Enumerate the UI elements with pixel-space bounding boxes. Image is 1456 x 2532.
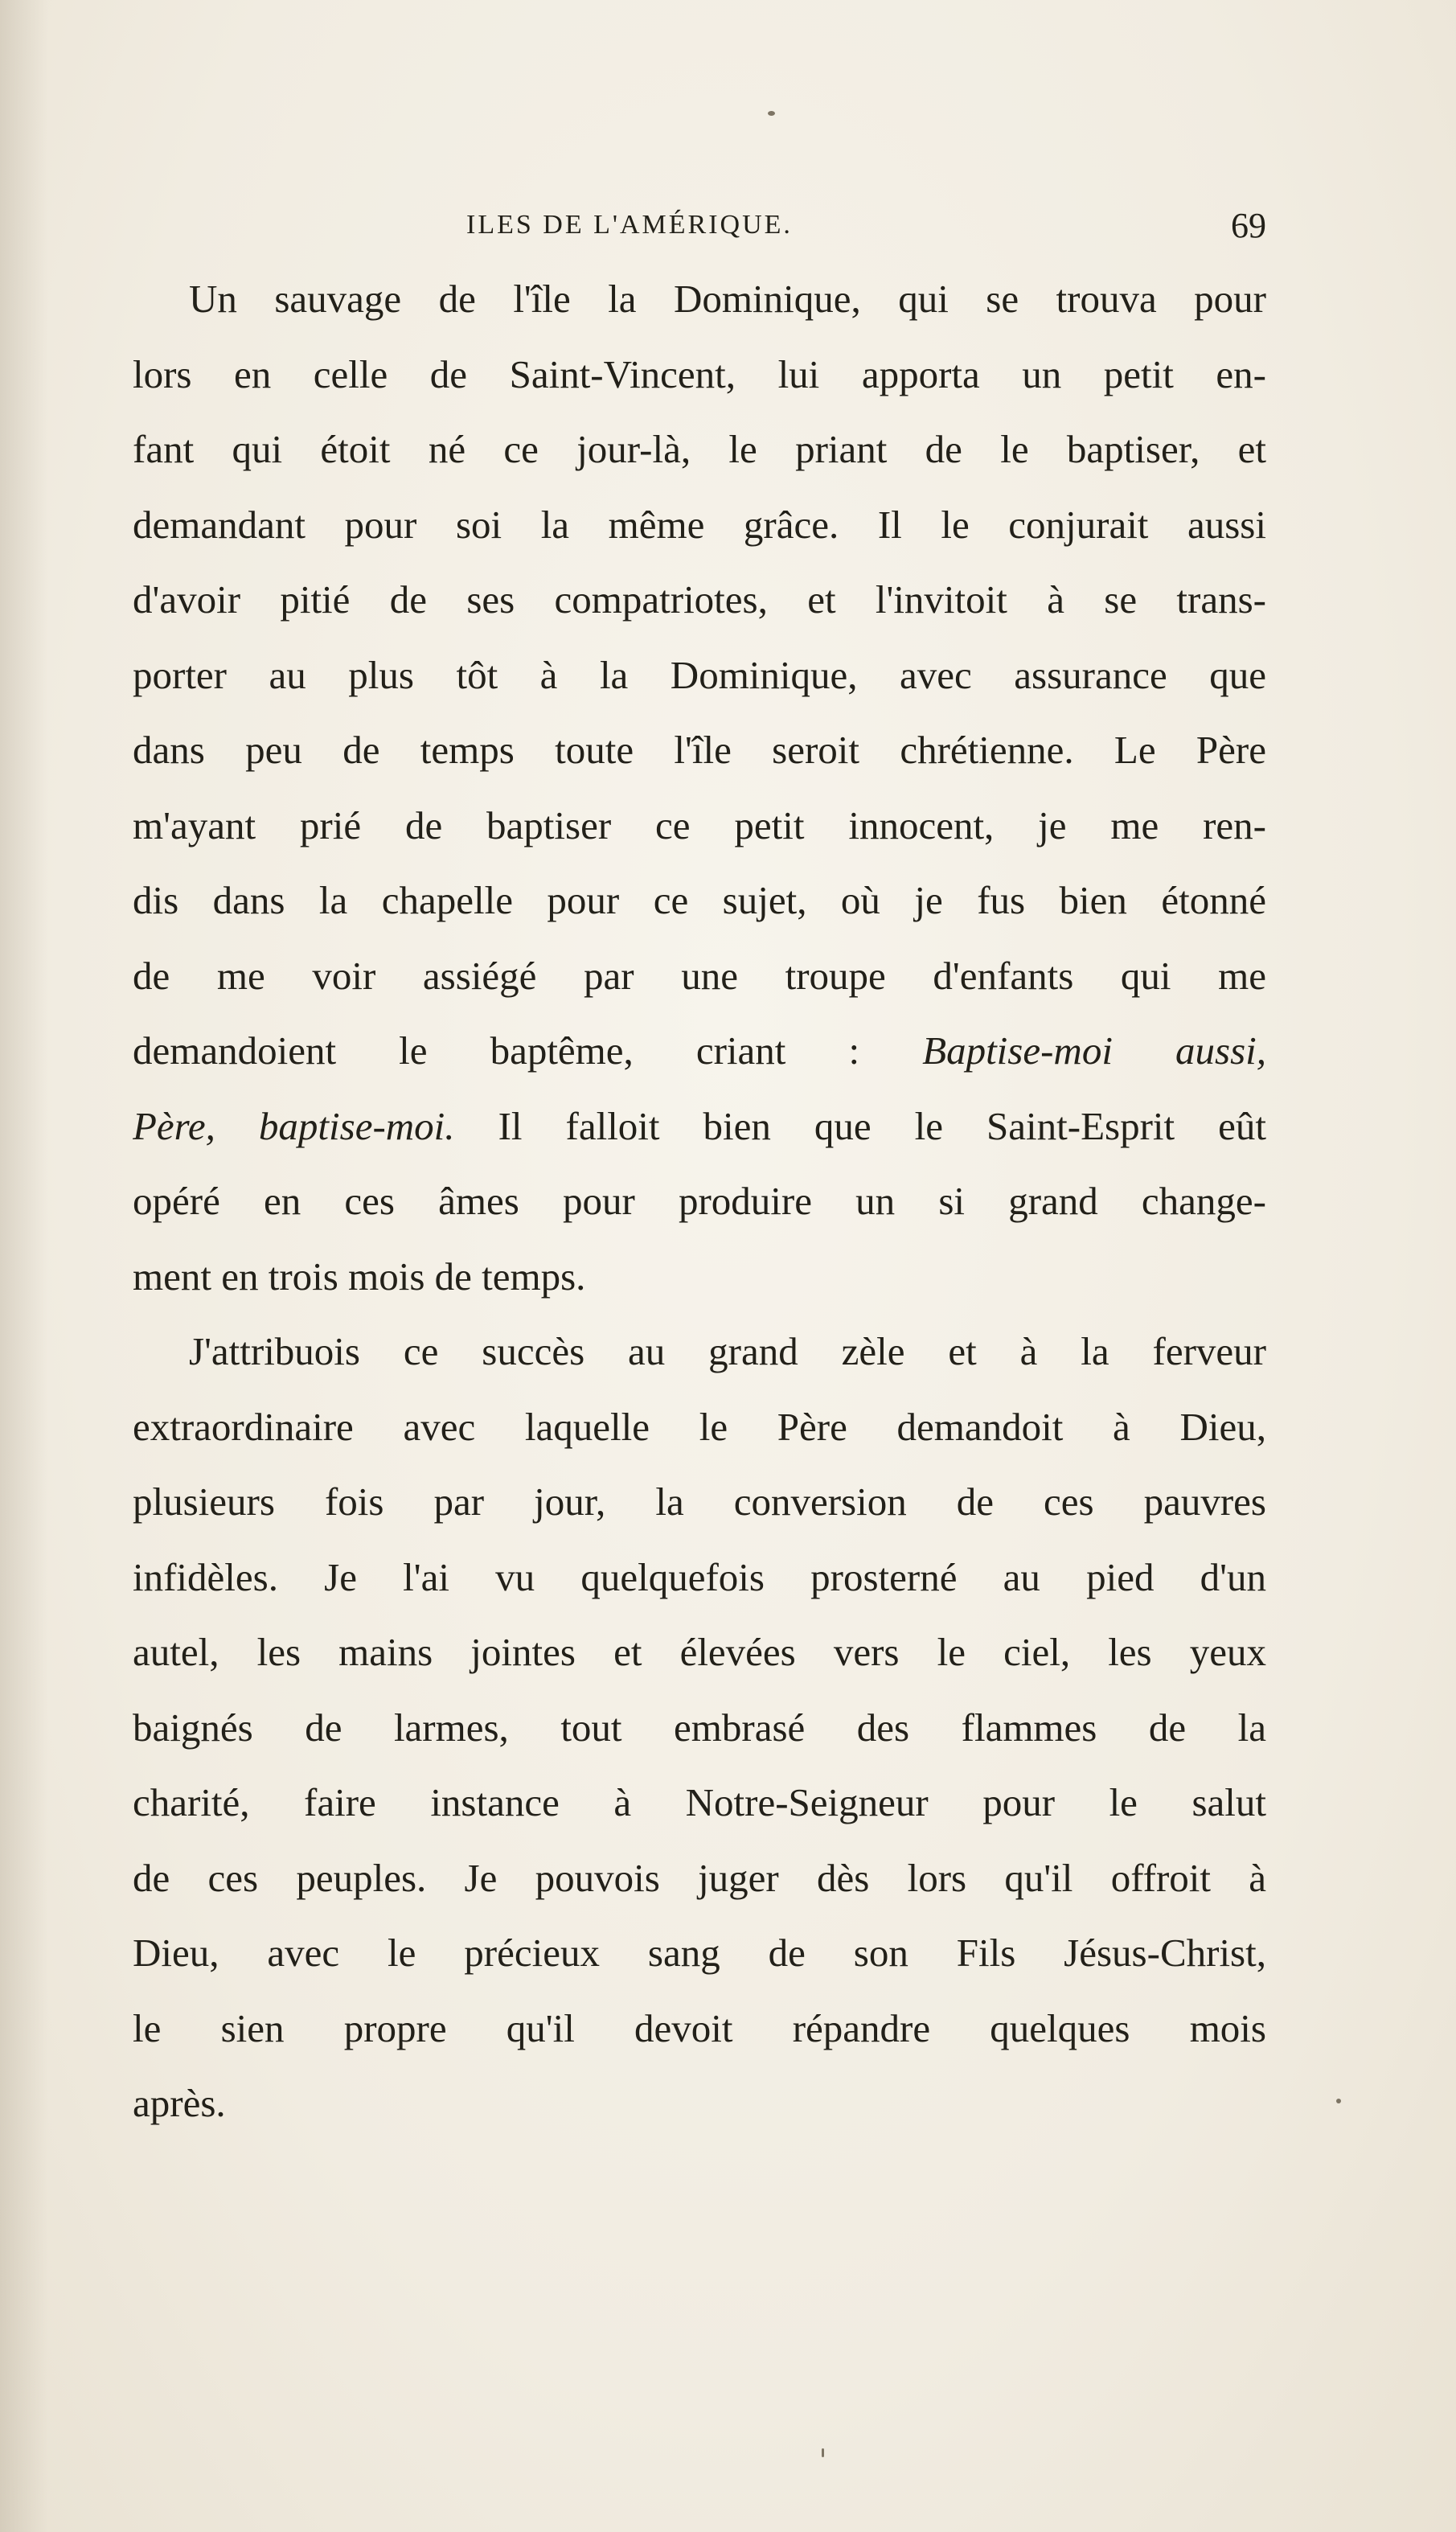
text-line: [133, 1013, 1266, 1089]
text-line: dis dans la chapelle pour ce sujet, où je fus bien étonné: [133, 878, 1266, 922]
italic-quote: Baptise-moi aussi,: [922, 1028, 1266, 1073]
text-line: lors en celle de Saint-Vincent, lui apporta un petit en-: [133, 351, 1266, 396]
running-head: [133, 205, 1266, 253]
text-line: de ces peuples. Je pouvois juger dès lors qu'il offroit à: [133, 1855, 1266, 1900]
text-line: baignés de larmes, tout embrasé des flammes de la: [133, 1705, 1266, 1750]
running-title: ILES DE L'AMÉRIQUE.: [466, 210, 793, 240]
text-line: dans peu de temps toute l'île seroit chrétienne. Le Père: [133, 728, 1266, 772]
text-line: Un sauvage de l'île la Dominique, qui se trouva pour: [189, 277, 1266, 321]
gutter-shadow: [0, 0, 48, 2532]
text-run: demandoient le baptême, criant :: [133, 1028, 923, 1073]
body-text: [133, 261, 1266, 2141]
text-run: Il falloit bien que le Saint-Esprit eût: [454, 1103, 1266, 1148]
text-line: infidèles. Je l'ai vu quelquefois prosterné au pied d'un: [133, 1554, 1266, 1599]
text-line: après.: [133, 2081, 226, 2125]
text-line: fant qui étoit né ce jour-là, le priant de le baptiser, et: [133, 427, 1266, 471]
page-number: 69: [1231, 206, 1266, 245]
text-line: demandant pour soi la même grâce. Il le conjurait aussi: [133, 502, 1266, 547]
ink-speck: [768, 111, 775, 116]
text-line: ment en trois mois de temps.: [133, 1254, 586, 1299]
text-line: charité, faire instance à Notre-Seigneur pour le salut: [133, 1780, 1266, 1824]
text-line: de me voir assiégé par une troupe d'enfants qui me: [133, 953, 1266, 998]
text-line: autel, les mains jointes et élevées vers le ciel, les yeux: [133, 1630, 1266, 1674]
text-line: [133, 1089, 1266, 1164]
text-line: d'avoir pitié de ses compatriotes, et l'invitoit à se trans-: [133, 577, 1266, 622]
text-line: porter au plus tôt à la Dominique, avec assurance que: [133, 652, 1266, 697]
italic-quote: Père, baptise-moi.: [133, 1103, 455, 1148]
text-line: m'ayant prié de baptiser ce petit innocent, je me ren-: [133, 802, 1266, 847]
text-line: Dieu, avec le précieux sang de son Fils Jésus-Christ,: [133, 1931, 1266, 1975]
text-line: extraordinaire avec laquelle le Père demandoit à Dieu,: [133, 1404, 1266, 1449]
text-line: plusieurs fois par jour, la conversion de ces pauvres: [133, 1479, 1266, 1524]
ink-speck: [1336, 2099, 1341, 2103]
text-line: le sien propre qu'il devoit répandre quelques mois: [133, 2005, 1266, 2050]
text-line: opéré en ces âmes pour produire un si grand change-: [133, 1179, 1266, 1223]
text-line: J'attribuois ce succès au grand zèle et à la ferveur: [189, 1329, 1266, 1373]
ink-speck: [822, 2448, 824, 2457]
